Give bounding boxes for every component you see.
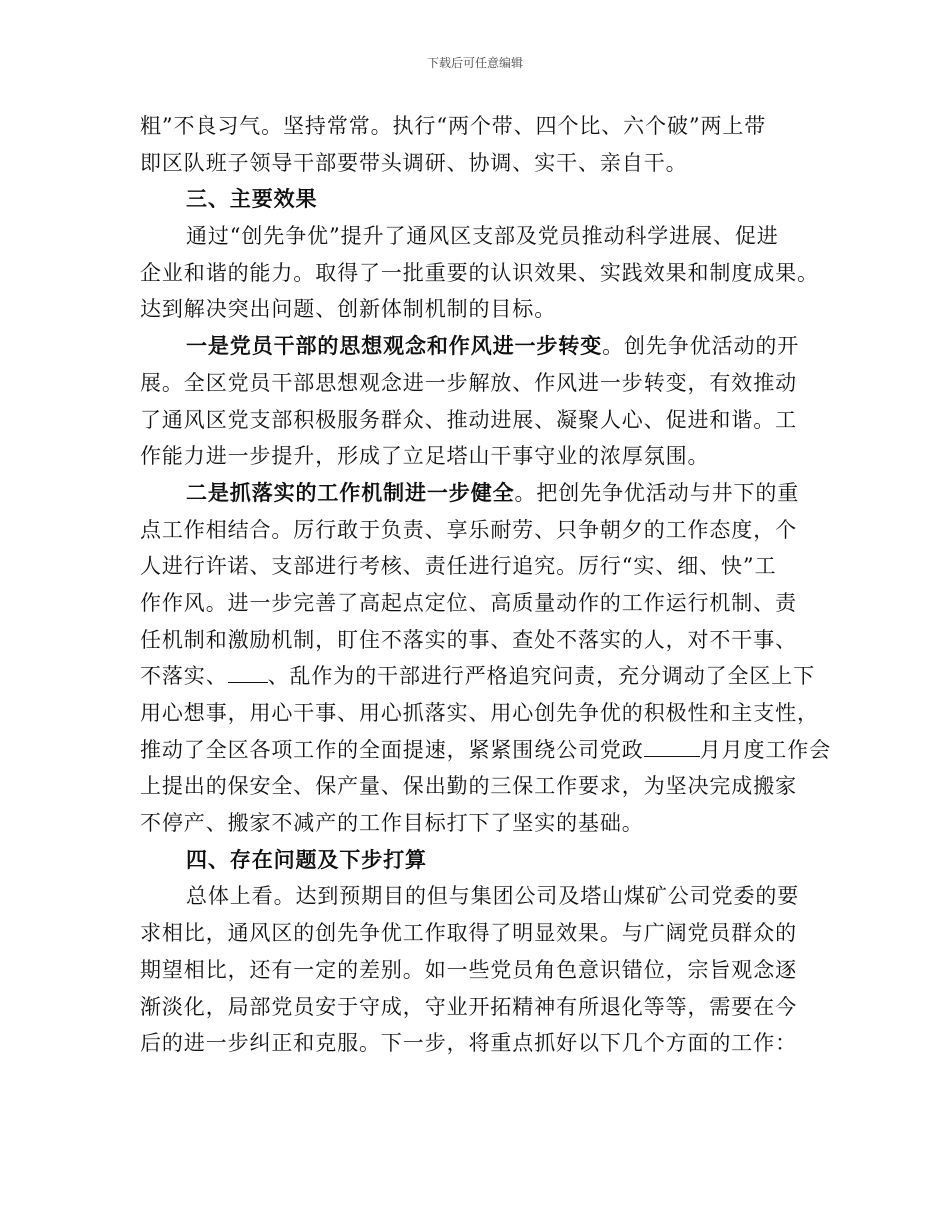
text-line: 后的进一步纠正和克服。下一步，将重点抓好以下几个方面的工作： xyxy=(140,1031,797,1056)
document-body xyxy=(140,108,832,1062)
text-line: 期望相比，还有一定的差别。如一些党员角色意识错位，宗旨观念逐 xyxy=(140,957,797,982)
text-line: 渐淡化，局部党员安于守成，守业开拓精神有所退化等等，需要在今 xyxy=(140,994,797,1019)
text-line: 展。全区党员干部思想观念进一步解放、作风进一步转变，有效推动 xyxy=(140,370,797,395)
text-line: 达到解决突出问题、创新体制机制的目标。 xyxy=(140,297,557,322)
text-span: 。创先争优活动的开 xyxy=(602,334,800,359)
text-line xyxy=(140,732,832,769)
text-span: 推动了全区各项工作的全面提速，紧紧围绕公司党政 xyxy=(140,737,644,762)
section-heading-issues: 四、存在问题及下步打算 xyxy=(186,846,427,872)
text-line: 企业和谐的能力。取得了一批重要的认识效果、实践效果和制度成果。 xyxy=(140,260,819,285)
section-heading-results: 三、主要效果 xyxy=(186,186,318,212)
text-line: 总体上看。达到预期目的但与集团公司及塔山煤矿公司党委的要 xyxy=(186,884,800,909)
blank-underline xyxy=(644,736,700,757)
blank-underline xyxy=(228,662,268,683)
text-line: 作作风。进一步完善了高起点定位、高质量动作的工作运行机制、责 xyxy=(140,590,797,615)
text-span: 。把创先争优活动与井下的重 xyxy=(514,480,800,505)
text-line: 作能力进一步提升，形成了立足塔山干事守业的浓厚氛围。 xyxy=(140,444,710,469)
text-line xyxy=(140,658,820,695)
text-line: 不停产、搬家不减产的工作目标打下了坚实的基础。 xyxy=(140,811,644,836)
text-line: 通过“创先争优”提升了通风区支部及党员推动科学进展、促进 xyxy=(186,224,779,249)
text-span: 不落实、 xyxy=(140,664,228,689)
text-line xyxy=(140,475,820,512)
text-line: 用心想事，用心干事、用心抓落实、用心创先争优的积极性和主支性， xyxy=(140,701,819,725)
point-one-heading: 一是党员干部的思想观念和作风进一步转变 xyxy=(186,333,603,359)
point-two-heading: 二是抓落实的工作机制进一步健全 xyxy=(186,479,515,505)
text-span: 、乱作为的干部进行严格追究问责，充分调动了全区上下 xyxy=(267,664,816,689)
text-line: 求相比，通风区的创先争优工作取得了明显效果。与广阔党员群众的 xyxy=(140,921,797,946)
text-line: 人进行许诺、支部进行考核、责任进行追究。厉行“实、细、快”工 xyxy=(140,554,777,579)
text-span: 月月度工作会 xyxy=(699,737,832,762)
text-line: 上提出的保安全、保产量、保出勤的三保工作要求，为坚决完成搬家 xyxy=(140,774,797,799)
page-header: 下载后可任意编辑 xyxy=(426,56,523,70)
text-line: 即区队班子领导干部要带头调研、协调、实干、亲自干。 xyxy=(140,150,688,175)
text-line: 点工作相结合。厉行敢于负责、享乐耐劳、只争朝夕的工作态度，个 xyxy=(140,517,797,542)
text-line: 了通风区党支部积极服务群众、推动进展、凝聚人心、促进和谐。工 xyxy=(140,407,797,432)
text-line xyxy=(140,328,820,365)
text-line: 粗”不良习气。坚持常常。执行“两个带、四个比、六个破”两上带 xyxy=(140,114,767,138)
text-line: 任机制和激励机制，盯住不落实的事、查处不落实的人，对不干事、 xyxy=(140,627,797,652)
